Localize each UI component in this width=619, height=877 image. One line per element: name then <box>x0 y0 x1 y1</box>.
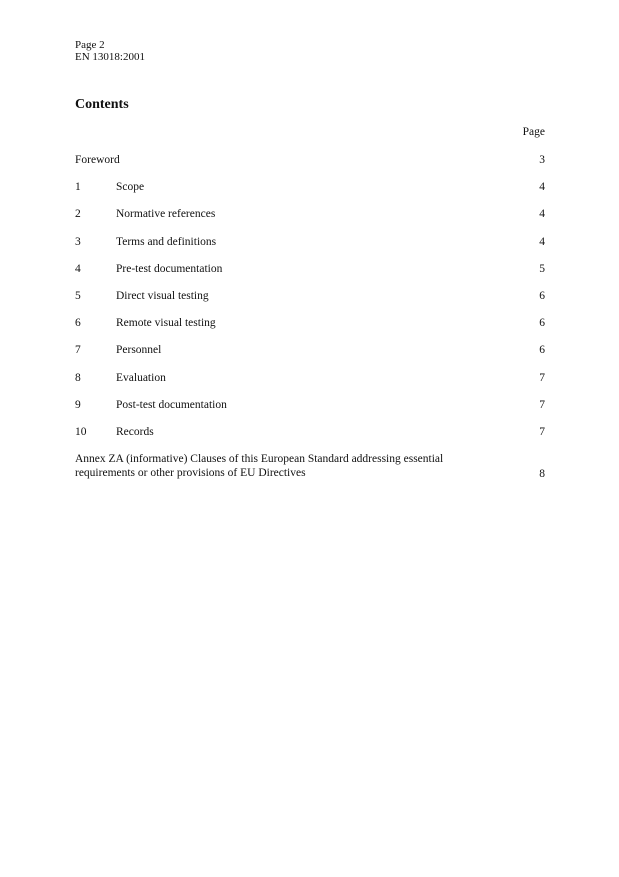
toc-entry-page: 4 <box>539 208 545 221</box>
toc-entry-number: 8 <box>75 371 81 384</box>
toc-entry-page: 8 <box>539 468 545 481</box>
toc-entry-number: 5 <box>75 289 81 302</box>
toc-entry-page: 6 <box>539 317 545 330</box>
toc-entry-personnel[interactable] <box>75 343 545 370</box>
toc-entry-title: Records <box>116 425 154 438</box>
toc-annex-title <box>75 452 495 480</box>
standard-reference: EN 13018:2001 <box>75 51 145 63</box>
page-header <box>75 39 145 63</box>
toc-entry-title: Scope <box>116 181 145 194</box>
toc-entry-page: 7 <box>539 371 545 384</box>
toc-entry-evaluation[interactable] <box>75 371 545 398</box>
toc-entry-normative-references[interactable] <box>75 207 545 234</box>
toc-entry-foreword[interactable] <box>75 153 545 180</box>
toc-entry-title: Normative references <box>116 208 216 221</box>
toc-entry-number: 10 <box>75 425 87 438</box>
toc-entry-page: 4 <box>539 181 545 194</box>
toc-entry-page: 3 <box>539 154 545 166</box>
toc-entry-number: 2 <box>75 208 81 221</box>
toc-entry-page: 6 <box>539 289 545 302</box>
contents-title: Contents <box>75 97 129 112</box>
toc-entry-post-test-documentation[interactable] <box>75 398 545 425</box>
toc-annex-title-line-2: requirements or other provisions of EU Directives <box>75 467 306 480</box>
toc-entry-pre-test-documentation[interactable] <box>75 262 545 289</box>
toc-entry-title: Direct visual testing <box>116 289 209 302</box>
toc-entry-records[interactable] <box>75 425 545 452</box>
toc-entry-title: Foreword <box>75 154 120 166</box>
toc-entry-number: 3 <box>75 235 81 248</box>
toc-entry-number: 4 <box>75 262 81 275</box>
toc-entry-title: Post-test documentation <box>116 398 227 411</box>
toc-entry-page: 6 <box>539 344 545 357</box>
toc-entry-direct-visual-testing[interactable] <box>75 289 545 316</box>
toc-entry-title: Evaluation <box>116 371 166 384</box>
toc-entry-number: 1 <box>75 181 81 194</box>
page-column-label: Page <box>522 126 545 138</box>
toc-entry-annex-za[interactable] <box>75 452 545 482</box>
toc-entry-page: 4 <box>539 235 545 248</box>
toc-entry-number: 7 <box>75 344 81 357</box>
toc-entry-number: 6 <box>75 317 81 330</box>
table-of-contents <box>75 153 545 482</box>
toc-entry-scope[interactable] <box>75 180 545 207</box>
toc-entry-number: 9 <box>75 398 81 411</box>
page-number-label: Page 2 <box>75 39 105 51</box>
toc-entry-terms-and-definitions[interactable] <box>75 235 545 262</box>
toc-entry-page: 5 <box>539 262 545 275</box>
toc-entry-title: Personnel <box>116 344 162 357</box>
toc-entry-title: Pre-test documentation <box>116 262 223 275</box>
toc-entry-remote-visual-testing[interactable] <box>75 316 545 343</box>
toc-entry-title: Remote visual testing <box>116 317 216 330</box>
toc-entry-page: 7 <box>539 425 545 438</box>
toc-entry-page: 7 <box>539 398 545 411</box>
toc-entry-title: Terms and definitions <box>116 235 217 248</box>
toc-annex-title-line-1: Annex ZA (informative) Clauses of this European Standard addressing essential <box>75 453 444 466</box>
